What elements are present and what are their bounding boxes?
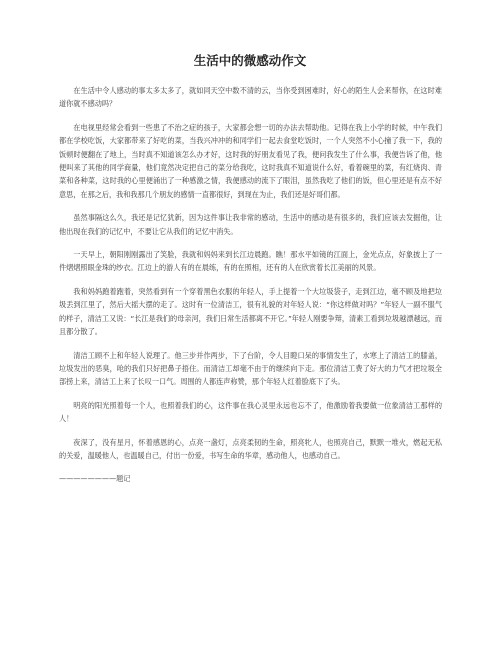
paragraph: 明亮的阳光照着每一个人，也照着我们的心，这件事在我心灵里永远也忘不了，他激励着我要做一位象清洁工那样的人！ bbox=[59, 400, 442, 424]
paragraph: 夜深了，没有星月，怀着感恩的心，点亮一盏灯，点亮柔韧的生命，照亮牝人，也照亮自己，默默一堆火，燃起无私的关爱，温暖他人，也温暖自己，付出一份爱，书写生命的华章，感动他人，也感动自己。 bbox=[59, 437, 442, 460]
paragraph: 清洁工顾不上和年轻人说理了。他三步并作两步，下了台阶，令人目瞪口呆的事情发生了，水寒上了清洁工的膝盖，垃圾发出的恶臭，呛的我们只好把鼻子捂住。而清洁工却毫不由于的继续向下走。那位清洁工费了好大的力气才把垃圾全部捞上来，清洁工上来了长叹一口气。周围的人都连声称赞，那个年轻人红着脸底下了头。 bbox=[59, 350, 442, 387]
paragraph: 一天早上，朝阳刚刚露出了笑脸，我就和妈妈来到长江边晨跑。瞧！那水平如镜的江面上，金光点点，好象披上了一件熠熠照眼金珠的纱衣。江边上的游人有的在晨练，有的在照相，还有的人在欣赏着长江美丽的风景。 bbox=[59, 250, 442, 273]
document-body bbox=[59, 84, 442, 485]
paragraph: 虽然事隔这么久，我还是记忆犹新，因为这件事让我非常的感动，生活中的感动是有很多的，我们应该去发掘他，让他出现在我们的记忆中，不要让它从我们的记忆中消失。 bbox=[59, 213, 442, 236]
paragraph: 在生活中令人感动的事太多太多了，就如同天空中数不清的云，当你受到困难时，好心的陌生人会来帮你，在这时难道你就不感动吗？ bbox=[59, 86, 442, 109]
paragraph: 在电视里经常会看到一些患了不治之症的孩子，大家都会想一切的办法去帮助他。记得在我上小学的时候，中午我们都在学校吃饭，大家都带来了好吃的菜，当我兴冲冲的和同学们一起去食堂吃饭时，一个人突然不小心撞了我一下，我的饭顿时便翻在了地上，当时真不知道该怎么办才好，这时我的好朋友看见了我，便问我发生了什么事，我便告诉了他，他便叫来了其他的同学商量，他们竟然决定把自己的菜分给我吃，这时我真不知道说什么好，看着碗里的菜，有红烧肉、青菜和各种菜，这时我的心里便涌出了一种感激之情，我便感动的流下了眼泪，虽然我吃了他们的饭，但心里还是有点不好意思，在那之后，我和我那几个朋友的感情一直都很好，到现在为止，我们还是好哥们都。 bbox=[59, 122, 442, 199]
document-title: 生活中的微感动作文 bbox=[193, 53, 307, 68]
paragraph: 我和妈妈跑着跑着，突然看到有一个穿着黑色衣服的年轻人，手上提着一个大垃圾袋子，走到江边，毫不顾及地把垃圾丢到江里了，然后大摇大摆的走了。这时有一位清洁工，很有礼貌的对年轻人说：“你这样做对吗？”年轻人一副不服气的样子，清洁工又说：“长江是我们的母亲河，我们日常生活都离不开它。”年轻人刚要争辩，清素工看到垃圾越漂越远，而且都分散了。 bbox=[59, 286, 442, 337]
signature: ————————题记 bbox=[59, 474, 131, 484]
